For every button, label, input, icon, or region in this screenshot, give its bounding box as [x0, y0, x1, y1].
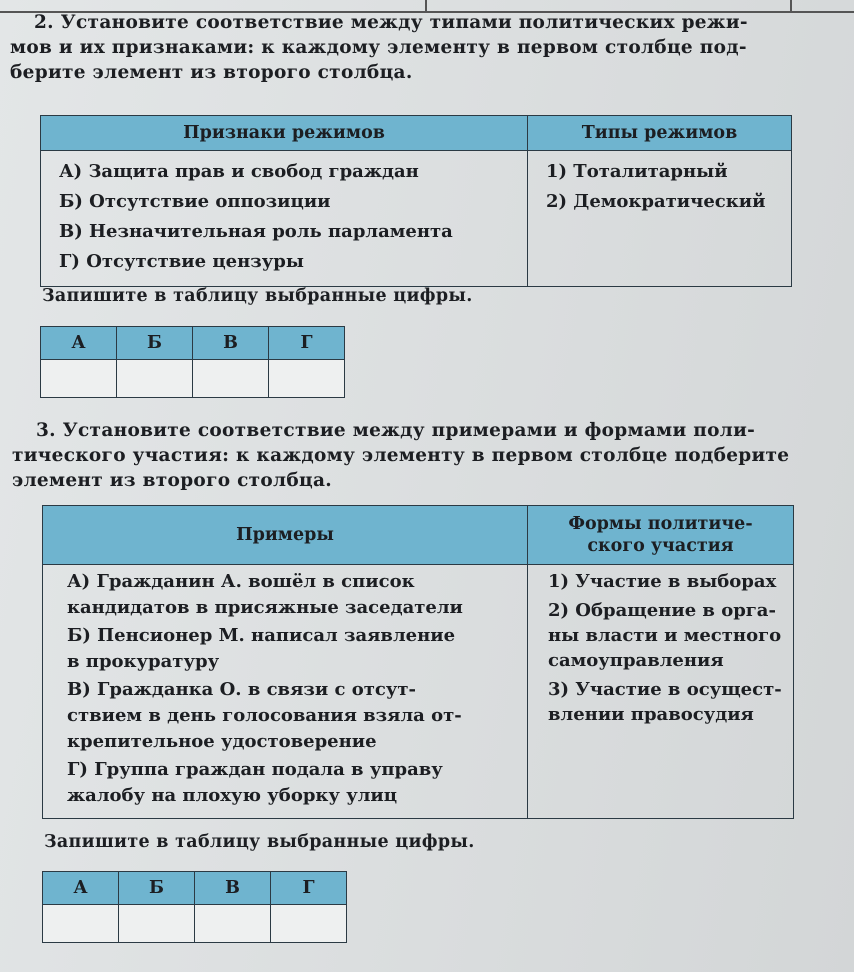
answer-cell-b[interactable] — [117, 360, 193, 398]
list-item: В) Гражданка О. в связи с отсут- ствием в день голосования взяла от- крепительное удостоверение — [67, 679, 462, 752]
task-2-answer-table — [40, 326, 345, 398]
task-3-statement — [12, 418, 802, 493]
answer-header: Г — [269, 327, 345, 360]
task-2-line: мов и их признаками: к каждому элементу в первом столбце под- — [10, 37, 747, 58]
task-3-answer-table — [42, 871, 347, 943]
header-examples: Примеры — [43, 506, 528, 565]
task-2-line: 2. Установите соответствие между типами политических режи- — [34, 12, 748, 33]
list-item: Г) Отсутствие цензуры — [59, 251, 304, 272]
answer-header: Г — [271, 872, 347, 905]
task-3-matching-table — [42, 505, 794, 819]
list-item: 1) Участие в выборах — [548, 571, 777, 592]
answer-cell-v[interactable] — [193, 360, 269, 398]
list-item: А) Защита прав и свобод граждан — [59, 161, 419, 182]
answer-cell-g[interactable] — [271, 905, 347, 943]
list-item: 2) Обращение в орга- ны власти и местного самоуправления — [548, 600, 782, 671]
task-2-matching-table — [40, 115, 792, 287]
task-3-line: элемент из второго столбца. — [12, 470, 333, 491]
answer-cell-v[interactable] — [195, 905, 271, 943]
header-regime-types: Типы режимов — [528, 116, 792, 151]
answer-header: В — [195, 872, 271, 905]
answer-header: В — [193, 327, 269, 360]
answer-header: Б — [119, 872, 195, 905]
list-item: Б) Отсутствие оппозиции — [59, 191, 331, 212]
task-3-number: 3. — [36, 420, 56, 441]
task-3-line: тического участия: к каждому элементу в первом столбце подберите — [12, 445, 790, 466]
list-item: 1) Тоталитарный — [546, 161, 728, 182]
list-item: 2) Демократический — [546, 191, 766, 212]
answer-cell-g[interactable] — [269, 360, 345, 398]
regime-types-cell — [528, 151, 792, 287]
answer-header: А — [43, 872, 119, 905]
answer-cell-b[interactable] — [119, 905, 195, 943]
answer-header: Б — [117, 327, 193, 360]
examples-cell — [43, 565, 528, 819]
regime-features-cell — [41, 151, 528, 287]
list-item: Г) Группа граждан подала в управу жалобу на плохую уборку улиц — [67, 759, 443, 806]
participation-forms-cell — [528, 565, 794, 819]
task-2-number: 2. — [34, 12, 54, 33]
answer-cell-a[interactable] — [41, 360, 117, 398]
task-2-statement — [10, 10, 800, 85]
answer-header: А — [41, 327, 117, 360]
task-2-line: берите элемент из второго столбца. — [10, 62, 413, 83]
list-item: Б) Пенсионер М. написал заявление в прокуратуру — [67, 625, 456, 672]
task-3-instruction: Запишите в таблицу выбранные цифры. — [44, 832, 475, 852]
task-3-line: 3. Установите соответствие между примерами и формами поли- — [36, 420, 756, 441]
answer-cell-a[interactable] — [43, 905, 119, 943]
header-regime-features: Признаки режимов — [41, 116, 528, 151]
task-2-instruction: Запишите в таблицу выбранные цифры. — [42, 286, 473, 306]
list-item: А) Гражданин А. вошёл в список кандидатов в присяжные заседатели — [67, 571, 463, 618]
header-participation-forms: Формы политиче- ского участия — [528, 506, 794, 565]
list-item: 3) Участие в осущест- влении правосудия — [548, 679, 782, 725]
list-item: В) Незначительная роль парламента — [59, 221, 453, 242]
